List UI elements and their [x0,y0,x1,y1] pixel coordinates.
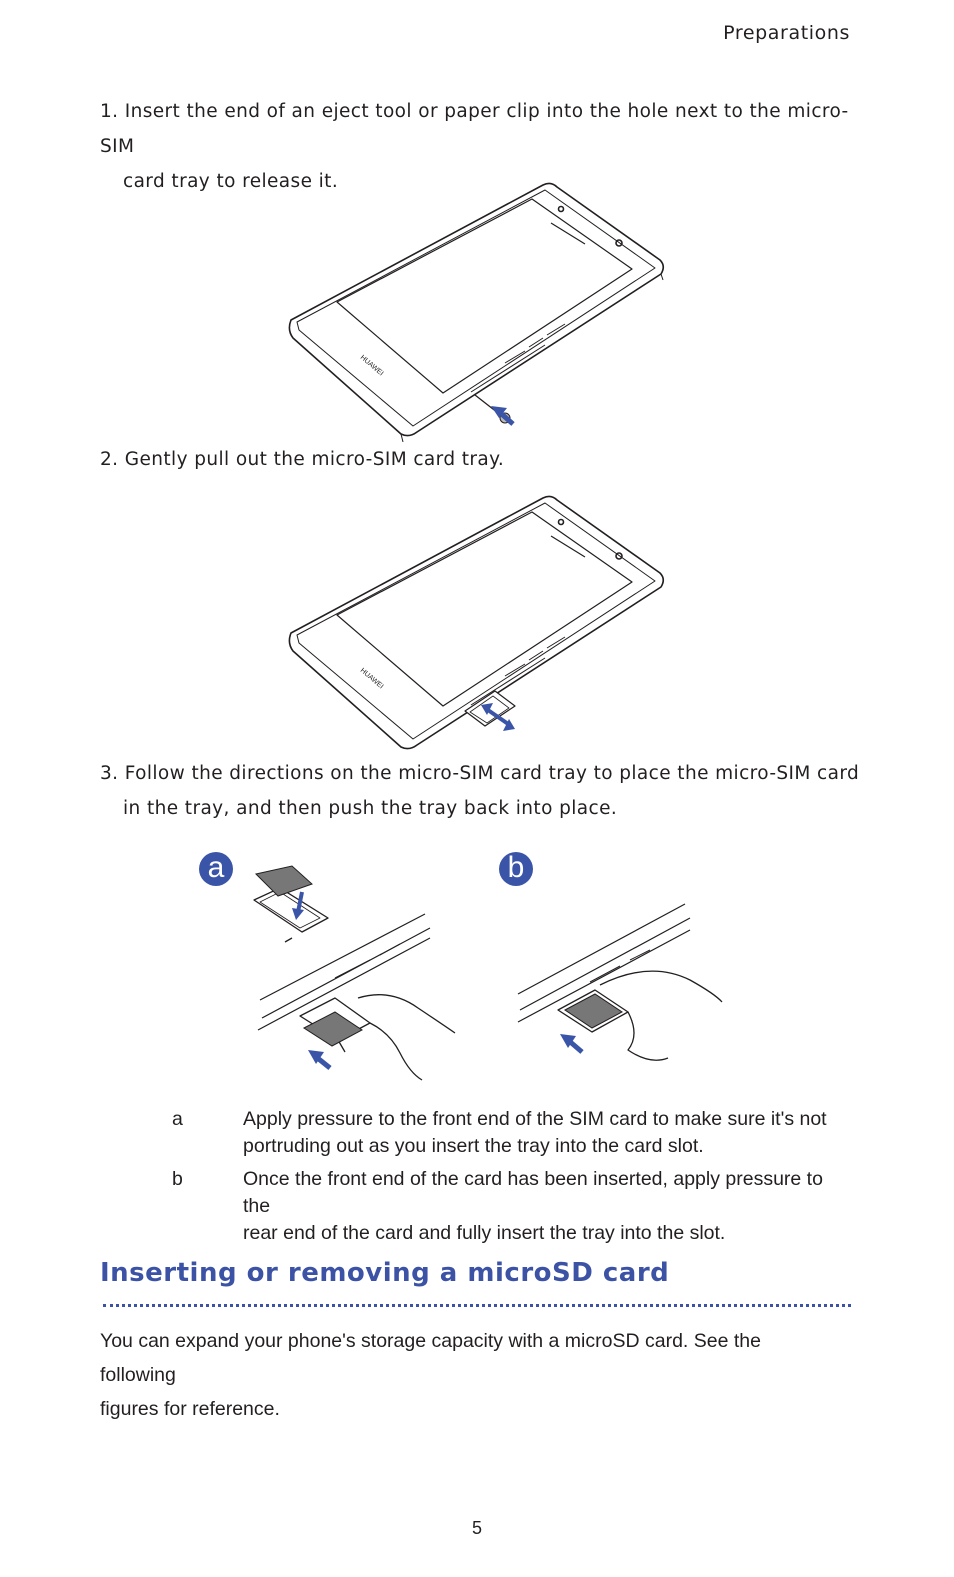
step-text: Insert the end of an eject tool or paper clip into the hole next to the micro-SIM [100,101,849,157]
section-divider [103,1304,851,1307]
section-body-line: You can expand your phone's storage capacity with a microSD card. See the following [100,1330,761,1386]
phone-eject-figure [285,180,670,442]
section-body-line: figures for reference. [100,1398,280,1420]
insert-sim-figure-b [510,890,730,1080]
note-text-cont: rear end of the card and fully insert the tray into the slot. [243,1222,726,1244]
badge-a: a [199,852,233,886]
step-text: Gently pull out the micro-SIM card tray. [124,449,505,470]
page-header-title: Preparations [723,22,850,44]
step-text-cont: card tray to release it. [123,171,339,192]
step-number: 1. [100,101,119,122]
page-number: 5 [471,1518,482,1538]
insert-sim-figure-a [240,858,470,1084]
brand-logo: HUAWEI [358,667,385,691]
step-text-cont: in the tray, and then push the tray back into place. [123,798,618,819]
section-body [100,1324,840,1426]
step-3 [100,756,860,826]
note-text-cont: portruding out as you insert the tray into the card slot. [243,1135,704,1157]
note-key: a [172,1108,183,1130]
note-key: b [172,1168,183,1190]
phone-tray-out-figure [285,493,670,755]
note-text: Once the front end of the card has been inserted, apply pressure to the [243,1168,823,1217]
step-text: Follow the directions on the micro-SIM card tray to place the micro-SIM card [124,763,860,784]
badge-b: b [499,852,533,886]
step-number: 3. [100,763,119,784]
step-2 [100,442,860,477]
brand-logo: HUAWEI [358,354,385,378]
section-title: Inserting or removing a microSD card [100,1258,670,1288]
step-number: 2. [100,449,119,470]
note-text: Apply pressure to the front end of the SIM card to make sure it's not [243,1108,827,1130]
